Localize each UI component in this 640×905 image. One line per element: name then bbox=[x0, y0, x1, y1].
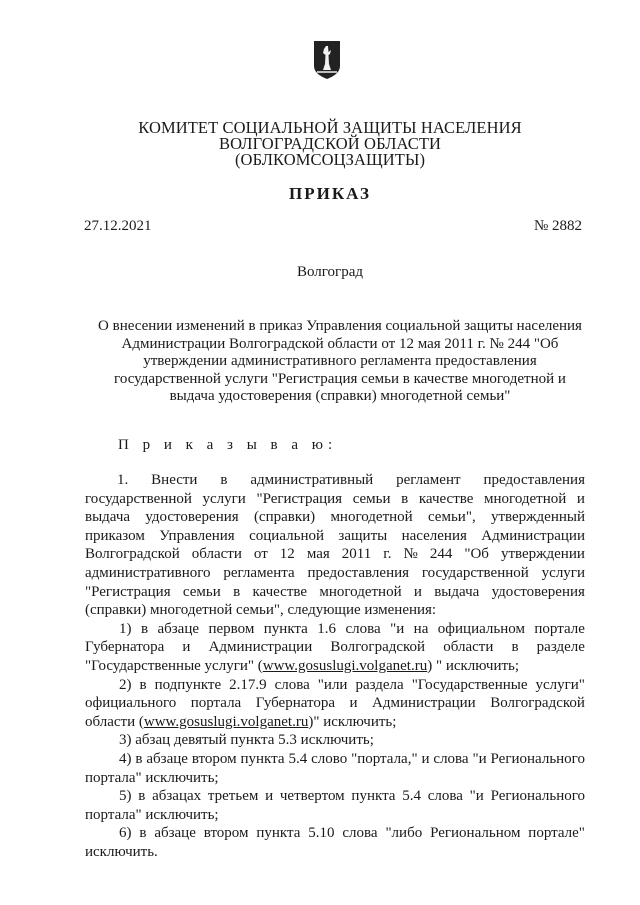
body-line bbox=[85, 545, 585, 564]
body-word: 1. bbox=[117, 472, 129, 488]
body-line bbox=[85, 527, 585, 546]
body-word: качестве bbox=[252, 583, 308, 600]
body-word: втором bbox=[191, 750, 237, 767]
body-line bbox=[85, 583, 585, 602]
body-line bbox=[85, 490, 585, 509]
body-word: 5.4 bbox=[402, 788, 421, 805]
body-line bbox=[85, 620, 585, 639]
subject-line: государственной услуги "Регистрация семьи в качестве многодетной и bbox=[114, 370, 566, 387]
body-line bbox=[85, 638, 585, 657]
body-word: первом bbox=[208, 620, 255, 637]
body-line bbox=[85, 694, 585, 713]
body-word: 1) bbox=[119, 620, 132, 637]
body-word: и bbox=[349, 695, 358, 712]
body-word: Волгоградской bbox=[85, 546, 180, 563]
body-word: абзаце bbox=[157, 620, 200, 637]
document-number: № 2882 bbox=[533, 218, 582, 234]
body-word: удостоверения bbox=[145, 509, 239, 526]
body-word: семьи bbox=[352, 490, 391, 507]
body-word: (справки) bbox=[253, 509, 316, 526]
document-body bbox=[85, 471, 585, 861]
subject-line: Администрации Волгоградской области от 12 мая 2011 г. № 244 "Об bbox=[121, 335, 559, 352]
body-word: "Регистрация bbox=[256, 490, 343, 507]
body-word: 12 bbox=[279, 546, 295, 563]
body-line bbox=[85, 508, 585, 527]
body-word: предоставления bbox=[483, 472, 585, 488]
body-word: и bbox=[413, 583, 422, 600]
body-word: пункта bbox=[263, 620, 308, 637]
body-text-fragment: области ( bbox=[85, 713, 144, 730]
body-word: № bbox=[403, 546, 418, 563]
gosuslugi-link[interactable]: www.gosuslugi.volganet.ru bbox=[143, 713, 309, 730]
body-word: государственной bbox=[85, 490, 192, 507]
body-word: 2.17.9 bbox=[229, 676, 267, 693]
body-word: абзацах bbox=[152, 788, 202, 805]
committee-line: ВОЛГОГРАДСКОЙ ОБЛАСТИ bbox=[218, 134, 442, 153]
body-word: "либо bbox=[385, 825, 423, 842]
body-word: пункта bbox=[351, 788, 396, 805]
body-text-fragment: )" исключить; bbox=[308, 713, 397, 730]
body-word: Управления bbox=[159, 527, 235, 544]
body-word: Губернатора bbox=[85, 639, 165, 656]
body-word: административный bbox=[250, 472, 374, 488]
body-word: 5) bbox=[119, 788, 132, 805]
body-word: абзаце bbox=[154, 825, 196, 842]
document-subject bbox=[80, 318, 600, 406]
body-text-fragment: портала" исключить; bbox=[85, 806, 219, 823]
body-word: слово bbox=[311, 750, 348, 767]
document-date: 27.12.2021 bbox=[84, 218, 152, 234]
body-word: (справки) многодетной семьи", следующие изменения: bbox=[85, 602, 437, 619]
body-word: Администрации bbox=[372, 695, 476, 712]
body-word: 4) bbox=[119, 750, 132, 767]
body-word: услуги bbox=[541, 564, 585, 581]
body-word: в bbox=[140, 620, 149, 637]
body-word: раздела bbox=[355, 676, 404, 693]
body-word: абзаце bbox=[146, 750, 188, 767]
body-word: слова bbox=[342, 825, 378, 842]
body-word: удостоверения bbox=[491, 583, 585, 600]
body-word: четвертом bbox=[279, 788, 345, 805]
body-word: качестве bbox=[418, 490, 474, 507]
body-word: официального bbox=[85, 695, 177, 712]
body-word: пункта bbox=[256, 825, 301, 842]
body-word: на bbox=[413, 620, 429, 637]
body-word: портале bbox=[534, 620, 585, 637]
body-word: и bbox=[576, 490, 585, 507]
body-word: Региональном bbox=[430, 825, 521, 842]
body-word: слова bbox=[427, 788, 463, 805]
subject-line: О внесении изменений в приказ Управления социальной защиты населения bbox=[98, 318, 582, 334]
body-text-fragment: портала" исключить; bbox=[85, 769, 219, 786]
body-word: официальном bbox=[437, 620, 525, 637]
body-word: и bbox=[182, 639, 191, 656]
body-word: 5.10 bbox=[308, 825, 335, 842]
gosuslugi-link[interactable]: www.gosuslugi.volganet.ru bbox=[262, 657, 428, 674]
body-word: Внести bbox=[151, 472, 198, 488]
body-word: выдача bbox=[434, 583, 480, 600]
body-word: административного bbox=[85, 564, 211, 581]
body-line bbox=[85, 843, 585, 862]
body-word: семьи bbox=[182, 583, 221, 600]
body-word: регламент bbox=[396, 472, 461, 488]
body-word: Регионального bbox=[490, 788, 585, 805]
body-word: в bbox=[511, 639, 519, 656]
body-word: подпункте bbox=[154, 676, 222, 693]
body-word: мая bbox=[306, 546, 330, 563]
body-word: услуги bbox=[202, 490, 246, 507]
body-word: втором bbox=[203, 825, 249, 842]
body-word: населения bbox=[401, 527, 467, 544]
body-word: в bbox=[233, 583, 241, 600]
body-word: третьем bbox=[207, 788, 259, 805]
body-line bbox=[85, 676, 585, 695]
body-word: регламента bbox=[223, 564, 295, 581]
body-line bbox=[85, 750, 585, 769]
body-word: многодетной bbox=[484, 490, 567, 507]
body-word: области bbox=[191, 546, 242, 563]
body-line bbox=[85, 806, 585, 825]
body-word: пункта bbox=[240, 750, 285, 767]
body-line bbox=[85, 731, 585, 750]
body-word: Администрации bbox=[481, 527, 585, 544]
body-word: 6) bbox=[119, 825, 132, 842]
body-line bbox=[85, 471, 585, 490]
body-word: услуги" bbox=[535, 676, 585, 693]
document-city: Волгоград bbox=[296, 264, 363, 280]
body-word: "или bbox=[317, 676, 348, 693]
body-word: в bbox=[139, 676, 147, 693]
body-text-fragment: 3) абзац девятый пункта 5.3 исключить; bbox=[119, 732, 374, 749]
body-word: многодетной bbox=[319, 583, 402, 600]
body-word: Волгоградской bbox=[490, 695, 585, 712]
body-word: портале" bbox=[528, 825, 585, 842]
coat-of-arms-icon bbox=[313, 40, 341, 80]
body-line bbox=[85, 787, 585, 806]
body-word: слова bbox=[345, 620, 381, 637]
body-word: семьи", bbox=[427, 509, 476, 526]
document-type: ПРИКАЗ bbox=[289, 184, 371, 203]
subject-line: выдача удостоверения (справки) многодетной семьи" bbox=[169, 388, 511, 404]
body-word: г. bbox=[383, 546, 392, 563]
body-word: в bbox=[135, 750, 143, 767]
body-word: "и bbox=[390, 620, 405, 637]
body-word: Волгоградской bbox=[330, 639, 426, 656]
committee-name bbox=[60, 120, 600, 168]
body-word: утвержденный bbox=[490, 509, 585, 526]
body-line bbox=[85, 601, 585, 620]
body-word: в bbox=[401, 490, 409, 507]
body-word: от bbox=[253, 546, 268, 563]
orders-heading: П р и к а з ы в а ю: bbox=[118, 437, 338, 453]
body-word: государственной bbox=[421, 564, 529, 581]
body-word: портала bbox=[190, 695, 242, 712]
body-word: и bbox=[421, 750, 430, 767]
body-line bbox=[85, 564, 585, 583]
body-word: "Об bbox=[464, 546, 489, 563]
body-word: предоставления bbox=[307, 564, 410, 581]
committee-line: (ОБЛКОМСОЦЗАЩИТЫ) bbox=[234, 150, 426, 169]
body-word: "и bbox=[469, 788, 484, 805]
body-word: Администрации bbox=[208, 639, 313, 656]
body-text-fragment: исключить. bbox=[85, 843, 158, 860]
body-word: 2) bbox=[119, 676, 132, 693]
body-word: социальной bbox=[249, 527, 324, 544]
body-word: разделе bbox=[536, 639, 585, 656]
body-word: 244 bbox=[429, 546, 453, 563]
body-text-fragment: "Государственные услуги" ( bbox=[85, 657, 263, 674]
body-word: Губернатора bbox=[255, 695, 336, 712]
body-word: в bbox=[220, 472, 228, 488]
body-word: слова bbox=[274, 676, 310, 693]
body-word: многодетной bbox=[330, 509, 413, 526]
body-word: утверждении bbox=[500, 546, 585, 563]
body-word: "Регистрация bbox=[85, 583, 171, 600]
body-word: и bbox=[265, 788, 274, 805]
body-line bbox=[85, 824, 585, 843]
body-word: слова bbox=[433, 750, 469, 767]
body-line bbox=[85, 713, 585, 732]
body-word: области bbox=[443, 639, 494, 656]
body-word: 1.6 bbox=[317, 620, 337, 637]
body-text-fragment: ) " исключить; bbox=[427, 657, 520, 674]
body-word: Регионального bbox=[490, 750, 585, 767]
body-word: приказом bbox=[85, 527, 145, 544]
body-word: 5.4 bbox=[288, 750, 308, 767]
body-word: "и bbox=[472, 750, 487, 767]
body-word: в bbox=[139, 825, 147, 842]
body-word: защиты bbox=[338, 527, 388, 544]
body-word: выдача bbox=[85, 509, 131, 526]
body-word: 2011 bbox=[341, 546, 372, 563]
body-word: в bbox=[138, 788, 146, 805]
body-word: "Государственные bbox=[411, 676, 528, 693]
body-word: "портала," bbox=[351, 750, 418, 767]
body-line bbox=[85, 769, 585, 788]
committee-line: КОМИТЕТ СОЦИАЛЬНОЙ ЗАЩИТЫ НАСЕЛЕНИЯ bbox=[138, 118, 522, 137]
body-line bbox=[85, 657, 585, 676]
subject-line: утверждении административного регламента предоставления bbox=[143, 353, 537, 369]
